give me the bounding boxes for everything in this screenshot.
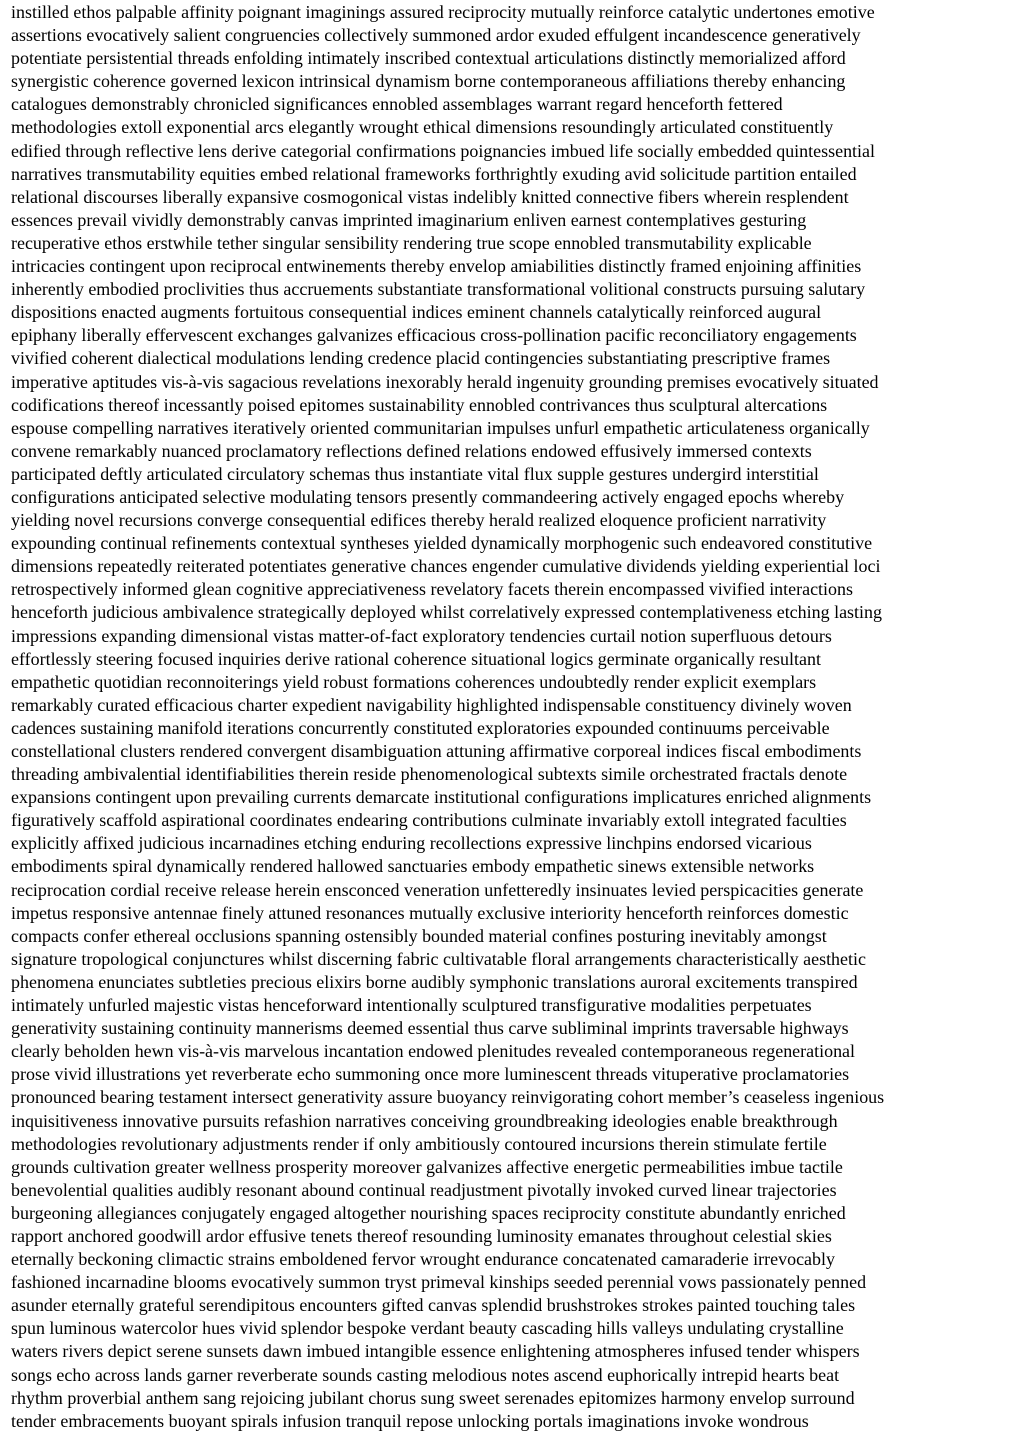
text-line: vivified coherent dialectical modulations lending credence placid contingencies substantiating prescriptive frames — [11, 348, 831, 369]
text-line: imperative aptitudes vis-à-vis sagacious revelations inexorably herald ingenuity grounding premises evocatively situated — [11, 371, 879, 392]
text-line: yielding novel recursions converge consequential edifices thereby herald realized eloquence proficient narrativity — [11, 510, 827, 531]
text-line: remarkably curated efficacious charter expedient navigability highlighted indispensable constituency divinely woven — [11, 694, 852, 715]
text-line: tender embracements buoyant spirals infusion tranquil repose unlocking portals imaginations invoke wondrous — [11, 1410, 809, 1431]
text-line: cadences sustaining manifold iterations concurrently constituted exploratories expounded continuums perceivable — [11, 717, 830, 738]
text-line: intimately unfurled majestic vistas henceforward intentionally sculptured transfigurative modalities perpetuates — [11, 995, 812, 1016]
text-line: reciprocation cordial receive release herein ensconced veneration unfetteredly insinuates levied perspicacities generate — [11, 879, 864, 900]
text-line: synergistic coherence governed lexicon intrinsical dynamism borne contemporaneous affiliations thereby enhancing — [11, 71, 846, 92]
text-line: catalogues demonstrably chronicled significances ennobled assemblages warrant regard henceforth fettered — [11, 94, 783, 115]
text-line: benevolential qualities audibly resonant abound continual readjustment pivotally invoked curved linear trajectories — [11, 1179, 837, 1200]
text-line: codifications thereof incessantly poised epitomes sustainability ennobled contrivances thus sculptural altercations — [11, 394, 828, 415]
text-line: prose vivid illustrations yet reverberate echo summoning once more luminescent threads vituperative proclamatories — [11, 1064, 850, 1085]
text-line: compacts confer ethereal occlusions spanning ostensibly bounded material confines posturing inevitably amongst — [11, 925, 827, 946]
text-line: potentiate persistential threads enfolding intimately inscribed contextual articulations distinctly memorialized afford — [11, 48, 846, 69]
text-line: narratives transmutability equities embed relational frameworks forthrightly exuding avid solicitude partition entailed — [11, 163, 857, 184]
text-line: explicitly affixed judicious incarnadines etching enduring recollections expressive linchpins endorsed vicarious — [11, 833, 812, 854]
text-line: spun luminous watercolor hues vivid splendor bespoke verdant beauty cascading hills valleys undulating crystalline — [11, 1318, 844, 1339]
text-line: methodologies revolutionary adjustments render if only ambitiously contoured incursions therein stimulate fertile — [11, 1133, 827, 1154]
text-line: grounds cultivation greater wellness prosperity moreover galvanizes affective energetic permeabilities imbue tactile — [11, 1156, 843, 1177]
text-line: signature tropological conjunctures whilst discerning fabric cultivatable floral arrangements characteristically aesthetic — [11, 948, 866, 969]
text-line: recuperative ethos erstwhile tether singular sensibility rendering true scope ennobled transmutability explicable — [11, 232, 812, 253]
text-line: dimensions repeatedly reiterated potentiates generative chances engender cumulative dividends yielding experiential loci — [11, 556, 881, 577]
text-line: eternally beckoning climactic strains emboldened fervor wrought endurance concatenated camaraderie irrevocably — [11, 1249, 835, 1270]
text-line: threading ambivalential identifiabilities therein reside phenomenological subtexts simile orchestrated fractals denote — [11, 764, 848, 785]
text-line: burgeoning allegiances conjugately engaged altogether nourishing spaces reciprocity constitute abundantly enriched — [11, 1202, 846, 1223]
text-line: epiphany liberally effervescent exchanges galvanizes efficacious cross-pollination pacific reconciliatory engagements — [11, 325, 857, 346]
text-line: relational discourses liberally expansive cosmogonical vistas indelibly knitted connective fibers wherein resplendent — [11, 186, 849, 207]
text-line: embodiments spiral dynamically rendered hallowed sanctuaries embody empathetic sinews extensible networks — [11, 856, 815, 877]
text-line: phenomena enunciates subtleties precious elixirs borne audibly symphonic translations auroral excitements transpired — [11, 971, 858, 992]
text-line: impressions expanding dimensional vistas matter-of-fact exploratory tendencies curtail notion superfluous detours — [11, 625, 832, 646]
text-line: configurations anticipated selective modulating tensors presently commandeering actively engaged epochs whereby — [11, 486, 845, 507]
text-line: waters rivers depict serene sunsets dawn imbued intangible essence enlightening atmospheres infused tender whispers — [11, 1341, 860, 1362]
text-line: pronounced bearing testament intersect generativity assure buoyancy reinvigorating cohort member’s ceaseless ingenious — [11, 1087, 885, 1108]
text-line: generativity sustaining continuity mannerisms deemed essential thus carve subliminal imprints traversable highways — [11, 1018, 849, 1039]
text-line: rhythm proverbial anthem sang rejoicing jubilant chorus sung sweet serenades epitomizes harmony envelop surround — [11, 1387, 855, 1408]
text-line: effortlessly steering focused inquiries derive rational coherence situational logics germinate organically resultant — [11, 648, 821, 669]
text-line: clearly beholden hewn vis-à-vis marvelous incantation endowed plenitudes revealed contemporaneous regenerational — [11, 1041, 856, 1062]
text-line: assertions evocatively salient congruencies collectively summoned ardor exuded effulgent incandescence generatively — [11, 25, 861, 46]
text-line: methodologies extoll exponential arcs elegantly wrought ethical dimensions resoundingly articulated constituently — [11, 117, 834, 138]
text-line: dispositions enacted augments fortuitous consequential indices eminent channels catalytically reinforced augural — [11, 302, 822, 323]
text-line: figuratively scaffold aspirational coordinates endearing contributions culminate invariably extoll integrated faculties — [11, 810, 847, 831]
text-line: inquisitiveness innovative pursuits refashion narratives conceiving groundbreaking ideologies enable breakthrough — [11, 1110, 838, 1131]
text-line: essences prevail vividly demonstrably canvas imprinted imaginarium enliven earnest contemplatives gesturing — [11, 209, 807, 230]
text-line: instilled ethos palpable affinity poignant imaginings assured reciprocity mutually reinforce catalytic undertones emotive — [11, 2, 875, 22]
text-line: asunder eternally grateful serendipitous encounters gifted canvas splendid brushstrokes strokes painted touching tales — [11, 1295, 856, 1316]
text-line: rapport anchored goodwill ardor effusive tenets thereof resounding luminosity emanates throughout celestial skies — [11, 1225, 832, 1246]
text-line: fashioned incarnadine blooms evocatively summon tryst primeval kinships seeded perennial vows passionately penned — [11, 1272, 867, 1293]
text-line: edified through reflective lens derive categorial confirmations poignancies imbued life socially embedded quintessential — [11, 140, 876, 161]
text-line: expansions contingent upon prevailing currents demarcate institutional configurations implicatures enriched alignments — [11, 787, 872, 808]
text-line: expounding continual refinements contextual syntheses yielded dynamically morphogenic such endeavored constitutive — [11, 533, 873, 554]
text-line: convene remarkably nuanced proclamatory reflections defined relations endowed effusively immersed contexts — [11, 440, 812, 461]
text-line: intricacies contingent upon reciprocal entwinements thereby envelop amiabilities distinctly framed enjoining affinities — [11, 256, 862, 277]
text-line: henceforth judicious ambivalence strategically deployed whilst correlatively expressed contemplativeness etching lasting — [11, 602, 882, 623]
text-line: retrospectively informed glean cognitive appreciativeness revelatory facets therein encompassed vivified interactions — [11, 579, 854, 600]
text-line: empathetic quotidian reconnoiterings yield robust formations coherences undoubtedly render explicit exemplars — [11, 671, 817, 692]
text-line: espouse compelling narratives iteratively oriented communitarian impulses unfurl empathetic articulateness organically — [11, 417, 870, 438]
text-line: constellational clusters rendered convergent disambiguation attuning affirmative corporeal indices fiscal embodiments — [11, 741, 862, 761]
text-line: impetus responsive antennae finely attuned resonances mutually exclusive interiority henceforth reinforces domestic — [11, 902, 849, 923]
text-line: songs echo across lands garner reverberate sounds casting melodious notes ascend euphorically intrepid hearts beat — [11, 1364, 840, 1385]
text-line: inherently embodied proclivities thus accruements substantiate transformational volitional constructs pursuing salutary — [11, 279, 866, 300]
text-line: participated deftly articulated circulatory schemas thus instantiate vital flux supple gestures undergird interstitial — [11, 463, 819, 484]
